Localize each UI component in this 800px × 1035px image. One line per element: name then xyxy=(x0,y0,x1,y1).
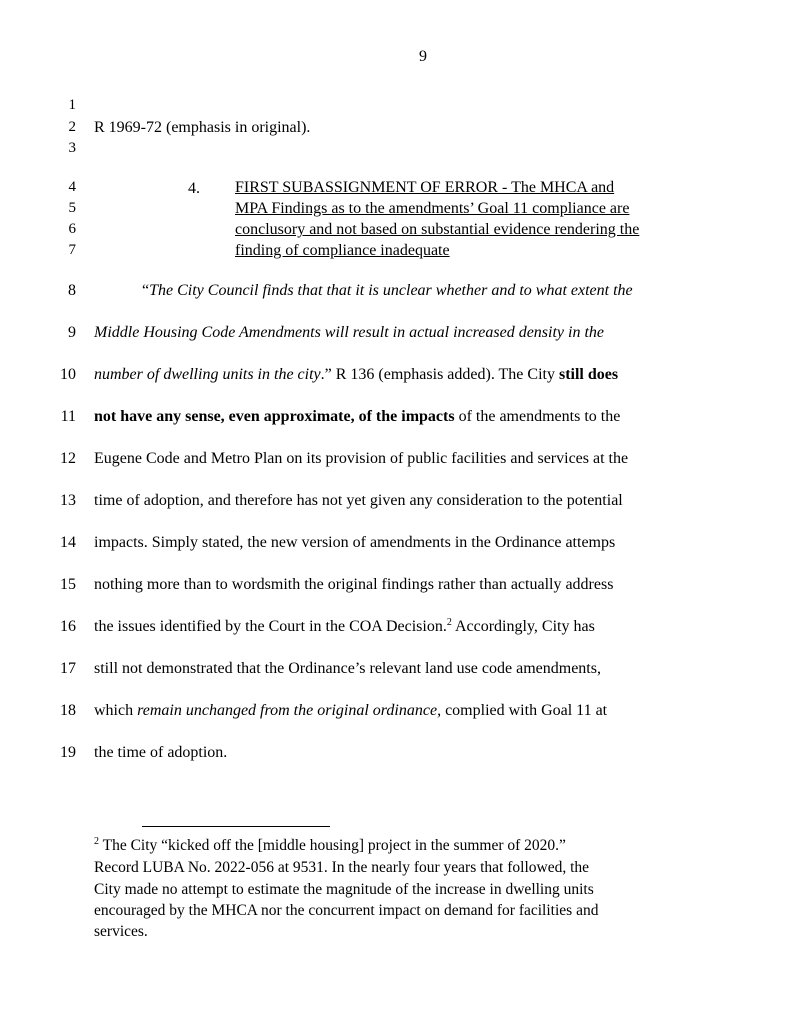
heading-line: MPA Findings as to the amendments’ Goal 11 compliance are xyxy=(235,200,630,217)
line-number: 18 xyxy=(60,702,76,719)
body-line: nothing more than to wordsmith the original findings rather than actually address xyxy=(94,576,614,593)
footnote-marker: 2 xyxy=(94,836,99,847)
line-number: 3 xyxy=(68,140,76,156)
heading-line: finding of compliance inadequate xyxy=(235,242,450,259)
line-number: 2 xyxy=(68,119,76,135)
body-line xyxy=(94,409,620,425)
footnote-separator xyxy=(142,826,330,827)
page-number: 9 xyxy=(419,48,427,65)
footnote-reference[interactable]: 2 xyxy=(446,617,452,628)
body-line xyxy=(94,325,604,341)
line-number: 12 xyxy=(60,450,76,467)
body-line: the time of adoption. xyxy=(94,744,228,761)
body-line xyxy=(94,367,618,383)
heading-line: conclusory and not based on substantial evidence rendering the xyxy=(235,221,640,238)
italic-quote: Middle Housing Code Amendments will result in actual increased density in the xyxy=(94,324,605,341)
open-quote: “ xyxy=(142,282,150,299)
footnote-line: encouraged by the MHCA nor the concurrent impact on demand for facilities and xyxy=(94,902,599,919)
line-number: 4 xyxy=(68,179,76,195)
line-number: 15 xyxy=(60,576,76,593)
line-number: 14 xyxy=(60,534,76,551)
body-text: the issues identified by the Court in the COA Decision. xyxy=(94,618,447,635)
line-number: 8 xyxy=(68,282,76,299)
line-number: 13 xyxy=(60,492,76,509)
footnote-line: City made no attempt to estimate the magnitude of the increase in dwelling units xyxy=(94,881,594,898)
footnote-line xyxy=(94,838,566,854)
body-line xyxy=(94,619,595,635)
line-number: 9 xyxy=(68,324,76,341)
line-number: 11 xyxy=(60,408,76,425)
line-number: 19 xyxy=(60,744,76,761)
footnote-line: Record LUBA No. 2022-056 at 9531. In the nearly four years that followed, the xyxy=(94,859,590,876)
heading-line: FIRST SUBASSIGNMENT OF ERROR - The MHCA and xyxy=(235,179,615,196)
body-text: .” R 136 (emphasis added). The City xyxy=(320,366,559,383)
body-line xyxy=(94,703,607,719)
body-line: time of adoption, and therefore has not yet given any consideration to the potential xyxy=(94,492,623,509)
line-number: 16 xyxy=(60,618,76,635)
body-text: Accordingly, City has xyxy=(451,618,595,635)
body-line: R 1969-72 (emphasis in original). xyxy=(94,119,311,136)
footnote-text: The City “kicked off the [middle housing] project in the summer of 2020.” xyxy=(99,837,566,854)
italic-text: remain unchanged from the original ordinance, xyxy=(137,702,442,719)
line-number: 6 xyxy=(68,221,76,237)
italic-quote: The City Council finds that that it is unclear whether and to what extent the xyxy=(149,282,633,299)
body-line: impacts. Simply stated, the new version of amendments in the Ordinance attemps xyxy=(94,534,616,551)
body-text: complied with Goal 11 at xyxy=(441,702,608,719)
footnote-line: services. xyxy=(94,923,148,940)
italic-quote: number of dwelling units in the city xyxy=(94,366,321,383)
bold-text: still does xyxy=(558,366,619,383)
line-number: 5 xyxy=(68,200,76,216)
line-number: 1 xyxy=(68,97,76,113)
body-text: which xyxy=(94,702,138,719)
body-line: Eugene Code and Metro Plan on its provision of public facilities and services at the xyxy=(94,450,629,467)
line-number: 7 xyxy=(68,242,76,258)
body-line: still not demonstrated that the Ordinance’s relevant land use code amendments, xyxy=(94,660,601,677)
body-text: of the amendments to the xyxy=(454,408,621,425)
body-line xyxy=(142,283,633,299)
line-number: 10 xyxy=(60,366,76,383)
line-number: 17 xyxy=(60,660,76,677)
bold-text: not have any sense, even approximate, of the impacts xyxy=(94,408,455,425)
heading-number: 4. xyxy=(188,180,200,197)
